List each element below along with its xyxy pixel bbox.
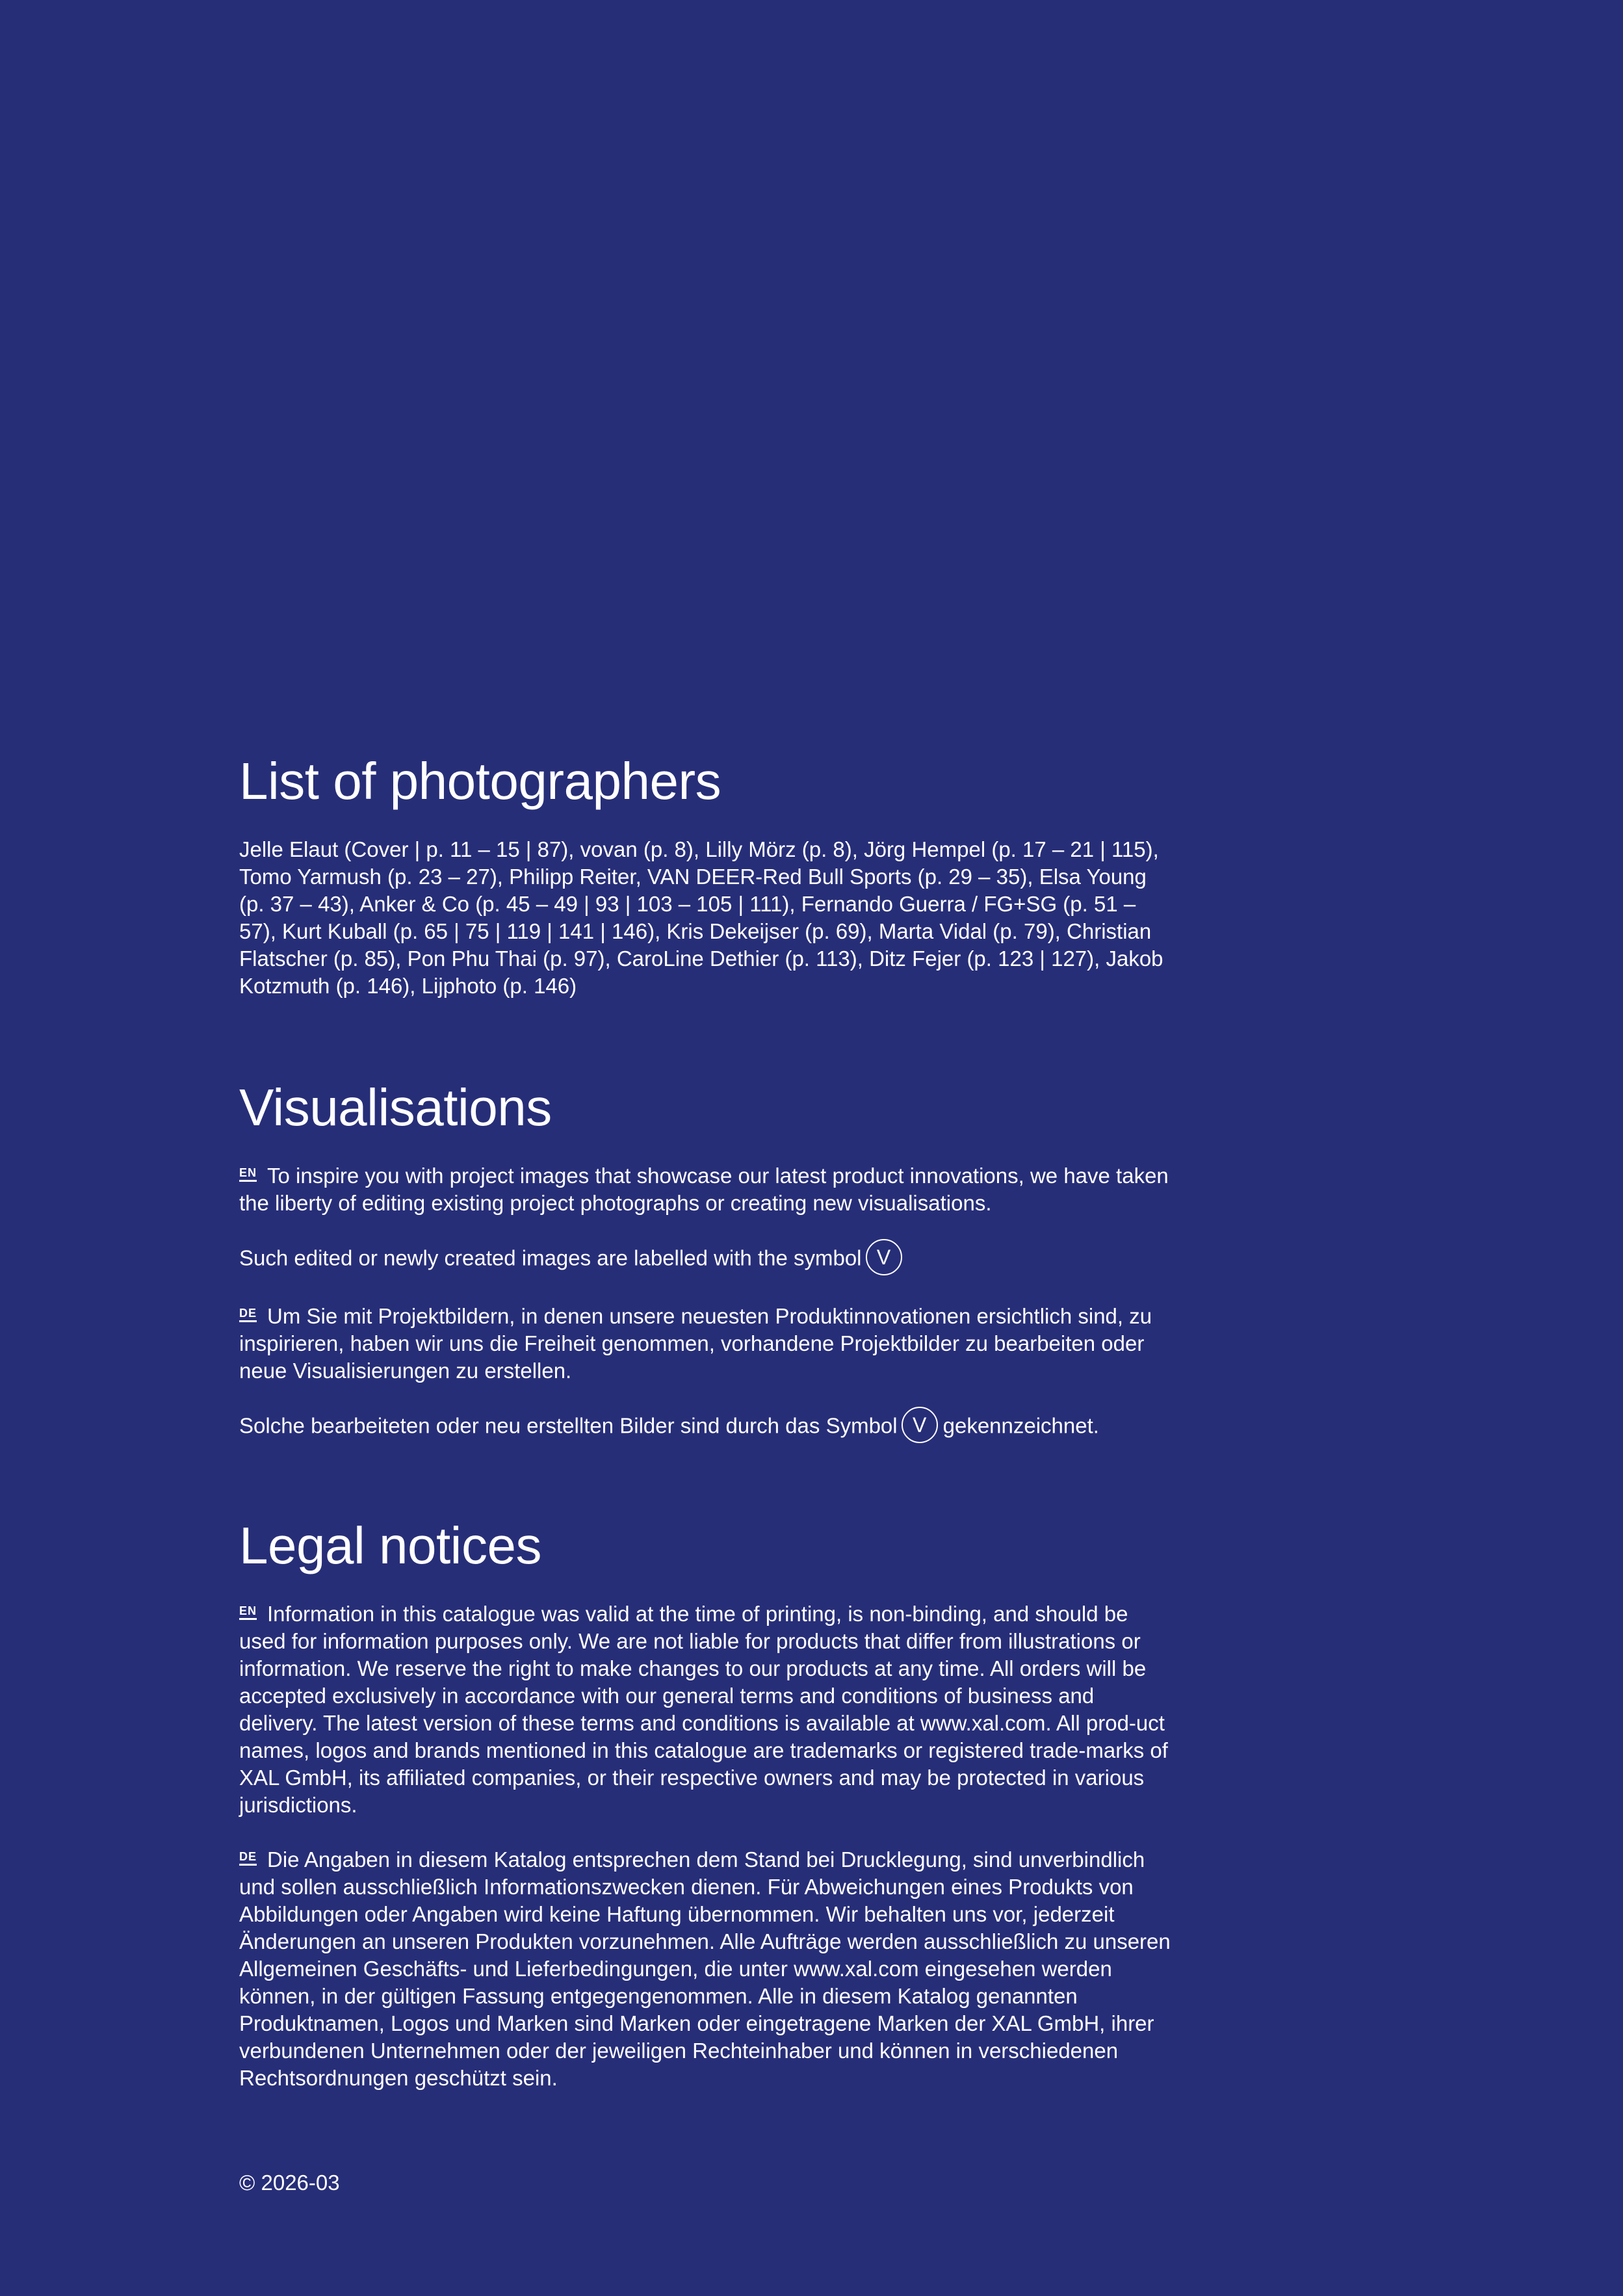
visualisations-heading: Visualisations [239,1078,552,1136]
visualisations-de-text: Um Sie mit Projektbildern, in denen unsere neuesten Produktinnovationen ersichtlich sind, zu inspirieren, haben wir uns die Freiheit genommen, vorhandene Projektbilder zu bearbeiten oder neue Visualisierungen zu erstellen. [239,1304,1152,1383]
de-language-tag: DE [239,1851,257,1866]
visualisations-de-symbol-text-before: Solche bearbeiteten oder neu erstellten Bilder sind durch das Symbol [239,1413,898,1438]
photographers-list: Jelle Elaut (Cover | p. 11 – 15 | 87), vovan (p. 8), Lilly Mörz (p. 8), Jörg Hempel (p. 17 – 21 | 115), Tomo Yarmush (p. 23 – 27), Philipp Reiter, VAN DEER-Red Bull Sports (p. 29 – 35), Elsa Young (p. 37 – 43), Anker & Co (p. 45 – 49 | 93 | 103 – 105 | 111), Fernando Guerra / FG+SG (p. 51 – 57), Kurt Kuball (p. 65 | 75 | 119 | 141 | 146), Kris Dekeijser (p. 69), Marta Vidal (p. 79), Christian Flatscher (p. 85), Pon Phu Thai (p. 97), CaroLine Dethier (p. 113), Ditz Fejer (p. 123 | 127), Jakob Kotzmuth (p. 146), Lijphoto (p. 146) [239,837,1163,998]
visualisations-de-symbol-text-after: gekennzeichnet. [942,1413,1099,1438]
visualisations-de-paragraph [239,1303,1175,1385]
legal-de-paragraph [239,1846,1175,2092]
legal-de-text: Die Angaben in diesem Katalog entsprechen dem Stand bei Drucklegung, sind unverbindlich und sollen ausschließlich Informationszwecken dienen. Für Abweichungen eines Produkts von Abbildungen oder Angaben wird keine Haftung übernommen. Wir behalten uns vor, jederzeit Änderungen an unseren Produkten vorzunehmen. Alle Aufträge werden ausschließlich zu unseren Allgemeinen Geschäfts- und Lieferbedingungen, die unter www.xal.com eingesehen werden können, in der gültigen Fassung entgegengenommen. Alle in diesem Katalog genannten Produktnamen, Logos und Marken sind Marken oder eingetragene Marken der XAL GmbH, ihrer verbundenen Unternehmen oder der jeweiligen Rechteinhaber und können in verschiedenen Rechtsordnungen geschützt sein. [239,1847,1171,2090]
visualisations-en-symbol-text: Such edited or newly created images are labelled with the symbol [239,1246,862,1270]
visualisations-de-symbol-paragraph [239,1412,1175,1443]
visualisations-en-text: To inspire you with project images that showcase our latest product innovations, we have taken the liberty of editing existing project photographs or creating new visualisations. [239,1164,1169,1215]
de-language-tag: DE [239,1307,257,1322]
visualisation-symbol-icon: V [902,1407,938,1443]
visualisations-section [239,1079,1175,1443]
copyright-footer: © 2026-03 [239,2171,340,2195]
photographers-section [239,753,1175,1000]
legal-en-text: Information in this catalogue was valid at the time of printing, is non-binding, and should be used for information purposes only. We are not liable for products that differ from illustrations or information. We reserve the right to make changes to our products at any time. All orders will be accepted exclusively in accordance with our general terms and conditions of business and delivery. The latest version of these terms and conditions is available at www.xal.com. All prod-uct names, logos and brands mentioned in this catalogue are trademarks or registered trade-marks of XAL GmbH, its affiliated companies, or their respective owners and may be protected in various jurisdictions. [239,1602,1168,1817]
legal-en-paragraph [239,1600,1175,1819]
page-content [239,753,1175,2092]
legal-heading: Legal notices [239,1517,541,1574]
en-language-tag: EN [239,1167,257,1182]
photographers-heading: List of photographers [239,752,721,810]
en-language-tag: EN [239,1605,257,1620]
visualisation-symbol-icon: V [866,1239,902,1275]
legal-section [239,1517,1175,2092]
visualisations-en-paragraph [239,1162,1175,1217]
visualisations-en-symbol-paragraph [239,1244,1175,1275]
